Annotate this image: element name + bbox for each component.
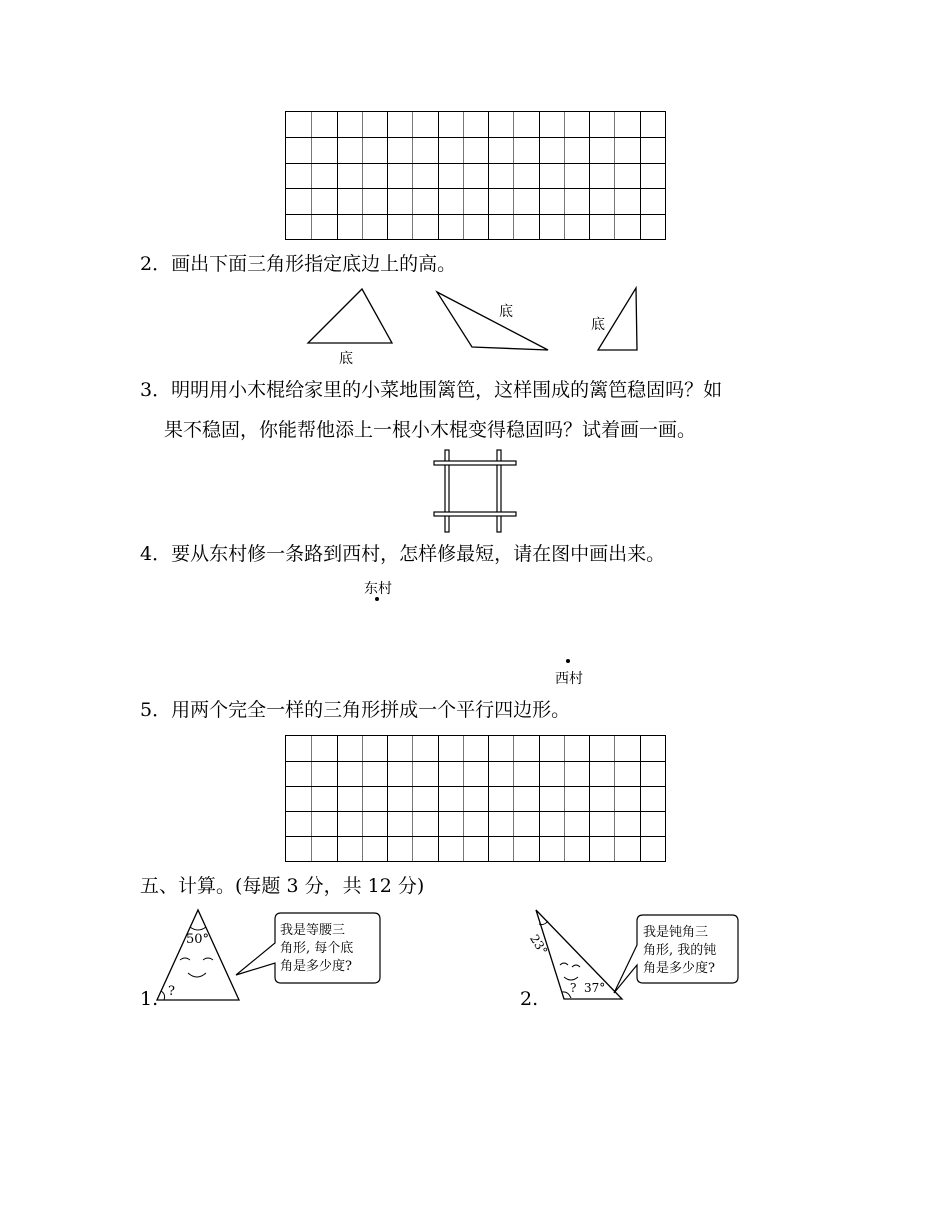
question-3-line-2: 果不稳固，你能帮他添上一根小木棍变得稳固吗？试着画一画。 (164, 419, 697, 441)
east-village-label: 东村 (364, 581, 392, 597)
left-eye (180, 958, 190, 960)
grid-horizontal-line (286, 761, 665, 762)
question-2-text: 2．画出下面三角形指定底边上的高。 (140, 253, 457, 275)
grid-vertical-line (387, 736, 388, 861)
west-village-dot[interactable] (566, 659, 570, 663)
calc-2-top-angle: 23° (527, 932, 551, 958)
triangle-3-base-label: 底 (591, 317, 605, 333)
grid-vertical-line (438, 736, 439, 861)
grid-vertical-line (438, 112, 439, 239)
grid-horizontal-line (286, 137, 665, 138)
grid-horizontal-line (286, 811, 665, 812)
grid-vertical-line (311, 112, 312, 239)
smile (564, 977, 578, 980)
grid-vertical-line (488, 736, 489, 861)
grid-vertical-line (640, 112, 641, 239)
grid-vertical-line (513, 112, 514, 239)
grid-vertical-line (337, 736, 338, 861)
drawing-grid-top[interactable] (285, 111, 666, 240)
question-5-text: 5．用两个完全一样的三角形拼成一个平行四边形。 (140, 699, 571, 721)
grid-vertical-line (614, 736, 615, 861)
calc-1-bubble-line-3: 角是多少度? (280, 959, 352, 974)
grid-vertical-line (463, 112, 464, 239)
calc-2-right-angle: 37° (584, 981, 606, 995)
section-5-title: 五、计算。(每题 3 分，共 12 分) (140, 875, 425, 897)
grid-vertical-line (513, 736, 514, 861)
grid-vertical-line (463, 736, 464, 861)
grid-vertical-line (640, 736, 641, 861)
grid-vertical-line (412, 112, 413, 239)
east-village-dot[interactable] (375, 597, 379, 601)
grid-vertical-line (412, 736, 413, 861)
calc-1-top-angle: 50° (186, 932, 210, 947)
obtuse-triangle (536, 910, 622, 999)
left-eye (560, 963, 568, 965)
base-angle-arc (161, 991, 165, 1000)
calc-2-bubble-line-1: 我是钝角三 (643, 925, 709, 940)
grid-horizontal-line (286, 786, 665, 787)
triangle-2 (437, 292, 548, 350)
fence-figure[interactable] (430, 446, 522, 536)
smile (188, 973, 206, 977)
top-angle-arc (190, 927, 206, 930)
grid-vertical-line (589, 736, 590, 861)
grid-vertical-line (337, 112, 338, 239)
right-eye (203, 958, 213, 960)
grid-vertical-line (488, 112, 489, 239)
right-eye (572, 965, 580, 967)
calc-1-bubble-line-1: 我是等腰三 (280, 923, 346, 938)
grid-horizontal-line (286, 188, 665, 189)
triangle-1 (308, 289, 392, 343)
grid-vertical-line (539, 112, 540, 239)
grid-horizontal-line (286, 214, 665, 215)
triangle-2-base-label: 底 (499, 304, 513, 320)
grid-vertical-line (564, 112, 565, 239)
grid-vertical-line (362, 112, 363, 239)
question-3-line-1: 3．明明用小木棍给家里的小菜地围篱笆，这样围成的篱笆稳固吗？如 (140, 379, 723, 401)
west-village-label: 西村 (555, 671, 583, 687)
grid-vertical-line (564, 736, 565, 861)
question-4-text: 4．要从东村修一条路到西村，怎样修最短，请在图中画出来。 (140, 543, 666, 565)
calc-2-number: 2. (520, 988, 539, 1010)
grid-vertical-line (311, 736, 312, 861)
calc-1-bubble-line-2: 角形, 每个底 (280, 941, 354, 956)
calc-1-number: 1. (140, 988, 159, 1010)
calc-2-unknown-angle: ? (570, 981, 577, 995)
grid-horizontal-line (286, 836, 665, 837)
grid-vertical-line (539, 736, 540, 861)
grid-vertical-line (614, 112, 615, 239)
calc-1-unknown-angle: ? (168, 984, 175, 999)
calc-2-bubble-line-3: 角是多少度? (643, 961, 715, 976)
grid-vertical-line (387, 112, 388, 239)
calc-2-bubble-line-2: 角形, 我的钝 (643, 943, 717, 958)
grid-vertical-line (362, 736, 363, 861)
grid-horizontal-line (286, 163, 665, 164)
grid-vertical-line (589, 112, 590, 239)
triangle-1-base-label: 底 (339, 351, 353, 367)
drawing-grid-bottom[interactable] (285, 735, 666, 862)
